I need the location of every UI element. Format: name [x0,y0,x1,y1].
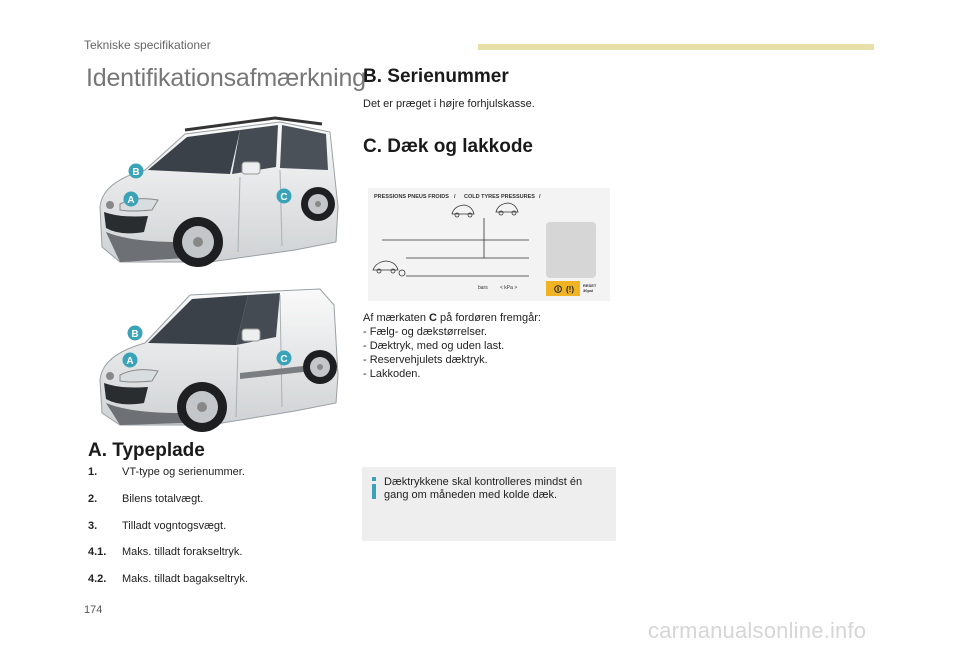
label-contents-list [363,311,541,381]
svg-text:🛈: 🛈 [554,285,563,294]
callout-b-van [127,325,143,346]
label-title-en: COLD TYRES PRESSURES [464,194,535,200]
list-item: 4.2. Maks. tilladt bagakseltryk. [88,573,248,585]
svg-text:C: C [280,192,288,203]
paint-code-box [546,222,596,278]
svg-text:/: / [539,194,541,200]
svg-text:30psi: 30psi [583,288,594,293]
svg-text:A: A [127,195,135,206]
list-item: - Fælg- og dækstørrelser. [363,326,488,338]
info-box [362,467,616,541]
svg-text:RESET: RESET [583,283,597,288]
svg-text:/: / [454,194,456,200]
heading-serienummer: B. Serienummer [363,66,509,87]
callout-a-van [122,352,138,373]
svg-text:bars: bars [478,285,488,291]
page-title: Identifikationsafmærkning [86,64,366,92]
list-item: 3. Tilladt vogntogsvægt. [88,520,227,532]
warning-icon [546,281,580,296]
list-item: - Dæktryk, med og uden last. [363,340,505,352]
watermark: carmanualsonline.info [648,618,867,643]
list-item: 2. Bilens totalvægt. [88,493,204,505]
info-text: Dæktrykkene skal kontrolleres mindst én gang om måneden med kolde dæk. [384,476,583,501]
tyre-pressure-label [368,188,610,301]
page-number: 174 [84,604,103,616]
list-item: 4.1. Maks. tilladt forakseltryk. [88,546,243,558]
callout-c-car [276,188,292,209]
callout-a-car [123,191,139,212]
list-item: - Lakkoden. [363,368,421,380]
svg-text:A: A [126,356,134,367]
heading-daek-lakkode: C. Dæk og lakkode [363,136,533,157]
serienummer-text: Det er præget i højre forhjulskasse. [363,98,535,110]
svg-text:B: B [131,329,139,340]
callout-c-van [276,350,292,371]
svg-text:< kPa >: < kPa > [500,285,518,291]
label-title-fr: PRESSIONS PNEUS FROIDS [374,194,449,200]
callout-b-car [128,163,144,184]
svg-text:C: C [280,354,288,365]
label-intro: Af mærkaten C på fordøren fremgår: [363,312,541,324]
list-item: 1. VT-type og serienummer. [88,466,245,478]
section-header: Tekniske specifikationer [84,38,211,52]
header-bar [478,44,874,50]
svg-text:B: B [132,167,140,178]
info-icon [368,477,380,499]
list-item: - Reservehjulets dæktryk. [363,354,488,366]
heading-typeplade: A. Typeplade [88,440,205,461]
svg-text:(!): (!) [566,285,574,294]
